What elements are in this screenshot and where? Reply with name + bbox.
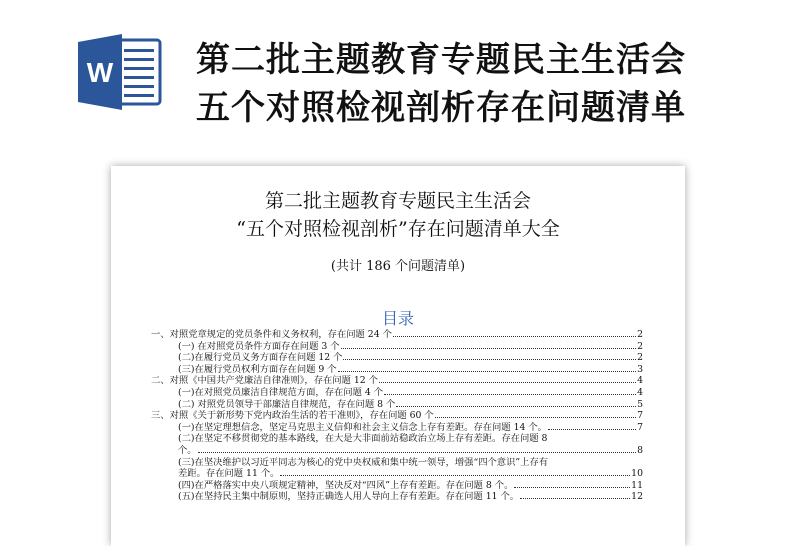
toc-page-number: 4 bbox=[637, 375, 643, 387]
toc-entry[interactable] bbox=[151, 457, 643, 469]
table-of-contents bbox=[151, 329, 643, 503]
document-title-2: “五个对照检视剖析”存在问题清单大全 bbox=[236, 218, 560, 240]
document-page bbox=[111, 166, 685, 546]
toc-entry-text: (一)在坚定理想信念，坚定马克思主义信仰和社会主义信念上存有差距。存在问题 14 个。 bbox=[178, 421, 547, 433]
toc-leader bbox=[548, 422, 636, 430]
toc-page-number: 2 bbox=[637, 329, 643, 340]
toc-entry[interactable] bbox=[151, 375, 643, 387]
toc-entry[interactable] bbox=[151, 410, 643, 422]
toc-leader bbox=[396, 399, 636, 407]
toc-page-number: 10 bbox=[631, 468, 643, 480]
toc-entry[interactable] bbox=[151, 329, 643, 341]
toc-entry-text: (三)在坚决维护以习近平同志为核心的党中央权威和集中统一领导，增强“四个意识”上存有 bbox=[178, 456, 549, 468]
toc-entry[interactable] bbox=[151, 422, 643, 434]
toc-page-number: 4 bbox=[637, 386, 643, 398]
toc-entry[interactable] bbox=[151, 352, 643, 364]
toc-leader bbox=[338, 364, 637, 372]
toc-entry-text: (五)在坚持民主集中制原则，坚持正确选人用人导向上存有差距。存在问题 11 个。 bbox=[178, 491, 520, 503]
toc-entry-text: (二)在坚定不移贯彻党的基本路线，在大是大非面前站稳政治立场上存有差距。存在问题 8 bbox=[178, 433, 548, 445]
toc-page-number: 2 bbox=[637, 352, 643, 364]
word-icon bbox=[76, 32, 164, 112]
toc-entry-text: 个。 bbox=[178, 444, 197, 456]
toc-entry-text: 三、对照《关于新形势下党内政治生活的若干准则》，存在问题 60 个 bbox=[151, 410, 434, 422]
toc-page-number: 7 bbox=[637, 421, 643, 433]
toc-entry-text: (二)在履行党员义务方面存在问题 12 个 bbox=[178, 352, 343, 364]
toc-entry-text: (三)在履行党员权利方面存在问题 9 个 bbox=[178, 363, 337, 375]
toc-entry[interactable] bbox=[151, 433, 643, 445]
toc-entry[interactable] bbox=[151, 387, 643, 399]
toc-entry-text: (一) 在对照党员条件方面存在问题 3 个 bbox=[178, 340, 340, 352]
toc-entry[interactable] bbox=[151, 480, 643, 492]
toc-leader bbox=[198, 445, 636, 453]
toc-entry-text: (四)在严格落实中央八项规定精神，坚决反对“四风”上存有差距。存在问题 8 个。 bbox=[178, 479, 514, 491]
toc-entry[interactable] bbox=[151, 445, 643, 457]
toc-leader bbox=[514, 480, 630, 488]
toc-entry-text: 差距。存在问题 11 个。 bbox=[178, 468, 280, 480]
document-subtitle: (共计 186 个问题清单) bbox=[330, 259, 466, 274]
headline-line-2: 五个对照检视剖析存在问题清单 bbox=[196, 88, 686, 128]
toc-page-number: 11 bbox=[631, 479, 643, 491]
toc-leader bbox=[384, 387, 636, 395]
headline-line-1: 第二批主题教育专题民主生活会 bbox=[196, 40, 686, 80]
toc-leader bbox=[343, 352, 636, 360]
toc-leader bbox=[548, 433, 642, 441]
toc-page-number: 12 bbox=[631, 491, 643, 503]
toc-entry[interactable] bbox=[151, 399, 643, 411]
toc-entry[interactable] bbox=[151, 468, 643, 480]
toc-leader bbox=[379, 375, 636, 383]
toc-leader bbox=[549, 457, 642, 465]
document-title: 第二批主题教育专题民主生活会 bbox=[264, 190, 531, 212]
toc-page-number: 3 bbox=[637, 363, 643, 375]
toc-entry-text: (二) 对照党员领导干部廉洁自律规范，存在问题 8 个 bbox=[178, 398, 396, 410]
toc-entry[interactable] bbox=[151, 364, 643, 376]
toc-leader bbox=[393, 329, 636, 337]
toc-leader bbox=[280, 468, 630, 476]
toc-page-number: 2 bbox=[637, 340, 643, 352]
toc-leader bbox=[341, 341, 637, 349]
toc-entry-text: 二、对照《中国共产党廉洁自律准则》，存在问题 12 个 bbox=[151, 375, 378, 387]
toc-entry[interactable] bbox=[151, 341, 643, 353]
toc-leader bbox=[435, 410, 636, 418]
toc-title: 目录 bbox=[381, 309, 414, 328]
toc-page-number: 8 bbox=[637, 444, 643, 456]
toc-entry-text: (一)在对照党员廉洁自律规范方面，存在问题 4 个 bbox=[178, 386, 384, 398]
toc-page-number: 5 bbox=[637, 398, 643, 410]
toc-page-number: 7 bbox=[637, 410, 643, 422]
svg-text:W: W bbox=[86, 57, 114, 88]
toc-entry-text: 一、对照党章规定的党员条件和义务权利，存在问题 24 个 bbox=[151, 329, 392, 340]
toc-entry[interactable] bbox=[151, 491, 643, 503]
toc-leader bbox=[520, 491, 630, 499]
